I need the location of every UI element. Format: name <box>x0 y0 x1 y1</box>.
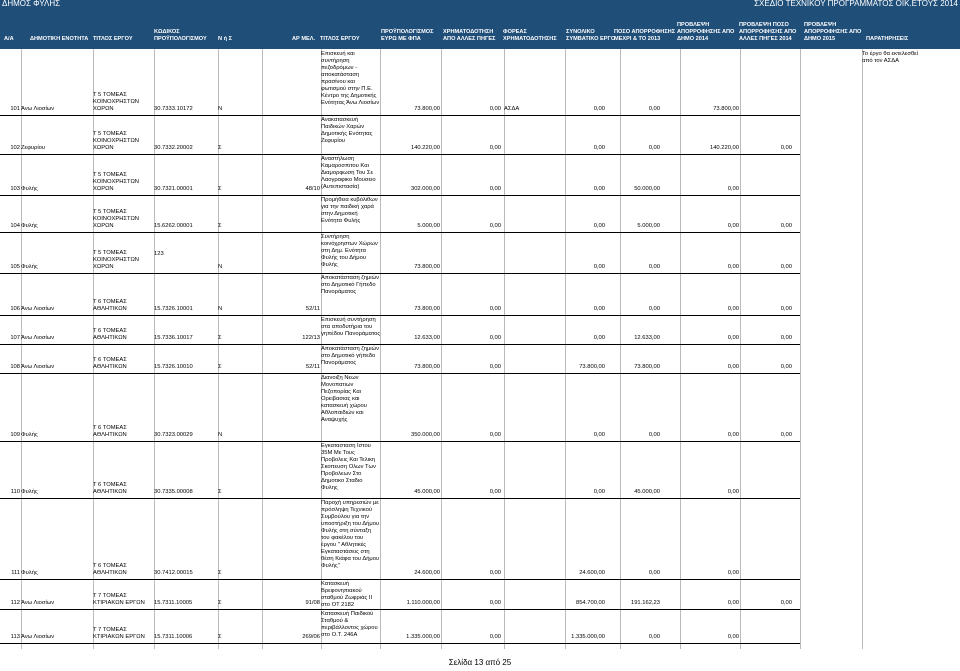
cell-contract: 854.700,00 <box>575 600 605 606</box>
cell-aa: 113 <box>10 634 20 640</box>
cell-cat: Τ 6 ΤΟΜΕΑΣ ΑΘΛΗΤΙΚΩΝ <box>93 482 127 495</box>
cell-other: 0,00 <box>489 600 501 606</box>
cell-code: 15.6262.00001 <box>154 223 193 229</box>
cell-ns: Σ <box>218 335 222 341</box>
cell-aa: 105 <box>10 264 20 270</box>
cell-code: 15.7336.10017 <box>154 335 193 341</box>
cell-other2014: 0,00 <box>780 223 792 229</box>
header-plan-title: ΣΧΕΔΙΟ ΤΕΧΝΙΚΟΥ ΠΡΟΓΡΑΜΜΑΤΟΣ ΟΙΚ.ΕΤΟΥΣ 2014 <box>754 0 958 8</box>
cell-cat: Τ 6 ΤΟΜΕΑΣ ΑΘΛΗΤΙΚΩΝ <box>93 357 127 370</box>
cell-contract: 0,00 <box>593 106 605 112</box>
cell-other2014: 0,00 <box>780 335 792 341</box>
cell-abs2013: 0,00 <box>648 106 660 112</box>
cell-dimo2014: 0,00 <box>727 335 739 341</box>
cell-desc: Διανοιξη Νεων Μονοπατιων Πεζοπορίας Και Ορειβασιας και κατασκευή χώρου Αθλοπαιδιών και Αναψυχής <box>321 375 367 423</box>
cell-other2014: 0,00 <box>780 432 792 438</box>
cell-contract: 73.800,00 <box>579 364 605 370</box>
cell-cat: Τ 6 ΤΟΜΕΑΣ ΑΘΛΗΤΙΚΩΝ <box>93 563 127 576</box>
cell-budget: 1.335.000,00 <box>406 634 440 640</box>
cell-desc: Αποκατάσταση ζημιών στο Δημοτικό Γήπεδο Πανοράματος <box>321 275 380 295</box>
cell-cat: Τ 7 ΤΟΜΕΑΣ ΚΤΙΡΙΑΚΩΝ ΕΡΓΩΝ <box>93 627 145 640</box>
col-code: ΚΩΔΙΚΟΣ ΠΡΟΫΠΟΛΟΓΙΣΜΟΥ <box>154 29 207 42</box>
cell-other: 0,00 <box>489 106 501 112</box>
cell-desc: Εγκατασταση Ιστου 35Μ Με Τους Προβολεις Και Τελικη Σκοπευση Ολων Των Προβολεων Στο Δημοτικο Σταδιο Φυλης <box>321 443 376 491</box>
cell-ns: Σ <box>218 145 222 151</box>
cell-desc: Συντήρηση κοινόχρηστων Χώρων στη Δημ. Ενότητα Φυλής του Δήμου Φυλής <box>321 234 378 268</box>
table-row <box>0 232 960 273</box>
cell-code: 30.7335.00008 <box>154 489 193 495</box>
cell-dimo2014: 0,00 <box>727 364 739 370</box>
col-unit: ΔΗΜΟΤΙΚΗ ΕΝΟΤΗΤΑ <box>30 36 89 42</box>
col-dimo-2015: ΠΡΟΒΛΕΨΗ ΑΠΟΡΡΟΦΗΣΗΣ ΑΠΟ ΔΗΜΟ 2015 <box>804 22 862 42</box>
cell-cat: Τ 7 ΤΟΜΕΑΣ ΚΤΙΡΙΑΚΩΝ ΕΡΓΩΝ <box>93 593 145 606</box>
table-row <box>0 49 960 115</box>
cell-code: 30.7412.00015 <box>154 570 193 576</box>
cell-contract: 0,00 <box>593 335 605 341</box>
table-row <box>0 373 960 441</box>
cell-abs2013: 5.000,00 <box>637 223 660 229</box>
col-absorption-2013: ΠΟΣΟ ΑΠΟΡΡΟΦΗΣΗΣ ΜΕΧΡΙ & ΤΟ 2013 <box>614 29 676 42</box>
cell-other: 0,00 <box>489 186 501 192</box>
col-budget: ΠΡΟΫΠΟΛΟΓΙΣΜΟΣ ΕΥΡΩ ΜΕ ΦΠΑ <box>381 29 434 42</box>
cell-budget: 73.800,00 <box>414 364 440 370</box>
table-header <box>0 9 960 49</box>
cell-ns: Ν <box>218 106 223 112</box>
cell-other: 0,00 <box>489 364 501 370</box>
cell-other: 0,00 <box>489 634 501 640</box>
cell-other: 0,00 <box>489 570 501 576</box>
cell-mel: 269/06 <box>302 634 320 640</box>
cell-aa: 102 <box>10 145 20 151</box>
cell-ns: Σ <box>218 600 222 606</box>
cell-abs2013: 0,00 <box>648 264 660 270</box>
cell-other2014: 0,00 <box>780 364 792 370</box>
cell-code: 15.7311.10006 <box>154 634 193 640</box>
page-footer: Σελίδα 13 από 25 <box>448 658 512 667</box>
cell-budget: 73.800,00 <box>414 306 440 312</box>
cell-desc: Ανακατασκευή Παιδικών Χαρών Δημοτικής Ενότητας Ζεφυρίου <box>321 117 373 144</box>
cell-dimo2014: 73.800,00 <box>713 106 739 112</box>
cell-abs2013: 0,00 <box>648 306 660 312</box>
cell-unit: Άνω Λιοσίων <box>21 634 55 640</box>
cell-unit: Άνω Λιοσίων <box>21 306 55 312</box>
cell-aa: 111 <box>11 570 20 576</box>
cell-contract: 24.600,00 <box>579 570 605 576</box>
cell-aa: 112 <box>10 600 20 606</box>
cell-ns: Σ <box>218 186 222 192</box>
cell-cat: Τ 6 ΤΟΜΕΑΣ ΑΘΛΗΤΙΚΩΝ <box>93 299 127 312</box>
cell-agency: ΑΣΔΑ <box>504 106 520 112</box>
cell-ns: Σ <box>218 634 222 640</box>
col-aa: Α/Α <box>4 36 14 42</box>
col-title: ΤΙΤΛΟΣ ΕΡΓΟΥ <box>320 36 360 42</box>
cell-dimo2014: 0,00 <box>727 489 739 495</box>
cell-mel: 122/13 <box>302 335 320 341</box>
page-header <box>0 0 960 9</box>
cell-ns: Ν <box>218 432 223 438</box>
cell-other2014: 0,00 <box>780 600 792 606</box>
cell-dimo2014: 0,00 <box>727 306 739 312</box>
cell-unit: Άνω Λιοσίων <box>21 600 55 606</box>
cell-dimo2014: 0,00 <box>727 432 739 438</box>
cell-code: 15.7326.10010 <box>154 364 193 370</box>
cell-aa: 106 <box>10 306 20 312</box>
cell-dimo2014: 0,00 <box>727 600 739 606</box>
cell-unit: Άνω Λιοσίων <box>21 364 55 370</box>
cell-contract: 1.335.000,00 <box>571 634 605 640</box>
cell-other: 0,00 <box>489 145 501 151</box>
table-row <box>0 154 960 195</box>
table-row <box>0 441 960 498</box>
cell-abs2013: 50.000,00 <box>634 186 660 192</box>
cell-cat: Τ 5 ΤΟΜΕΑΣ ΚΟΙΝΟΧΡΗΣΤΩΝ ΧΩΡΩΝ <box>93 250 139 270</box>
cell-abs2013: 0,00 <box>648 570 660 576</box>
cell-aa: 110 <box>10 489 20 495</box>
cell-code: 15.7311.10005 <box>154 600 193 606</box>
cell-code: 15.7326.10001 <box>154 306 193 312</box>
cell-dimo2014: 0,00 <box>727 264 739 270</box>
cell-other: 0,00 <box>489 489 501 495</box>
cell-budget: 350.000,00 <box>410 432 440 438</box>
header-municipality: ΔΗΜΟΣ ΦΥΛΗΣ <box>2 0 61 8</box>
cell-cat: Τ 5 ΤΟΜΕΑΣ ΚΟΙΝΟΧΡΗΣΤΩΝ ΧΩΡΩΝ <box>93 92 139 112</box>
cell-mel: 48/10 <box>305 186 320 192</box>
cell-desc: Κατασκευή Παιδικού Σταθμού & περιβάλλοντος χώρου στο Ο.Τ. 246Α <box>321 611 378 638</box>
cell-ns: Σ <box>218 223 222 229</box>
cell-aa: 108 <box>10 364 20 370</box>
cell-cat: Τ 5 ΤΟΜΕΑΣ ΚΟΙΝΟΧΡΗΣΤΩΝ ΧΩΡΩΝ <box>93 209 139 229</box>
cell-other2014: 0,00 <box>780 306 792 312</box>
cell-ns: Ν <box>218 264 223 270</box>
cell-unit: Φυλής <box>21 264 38 270</box>
cell-mel: 52/11 <box>305 306 320 312</box>
cell-budget: 302.000,00 <box>410 186 440 192</box>
col-contract: ΣΥΝΟΛΙΚΟ ΣΥΜΒΑΤΙΚΟ ΕΡΓΟ <box>566 29 616 42</box>
col-mel: ΑΡ ΜΕΛ. <box>292 36 316 42</box>
table-row <box>0 195 960 232</box>
cell-ns: Σ <box>218 489 222 495</box>
table-row <box>0 579 960 609</box>
cell-cat: Τ 6 ΤΟΜΕΑΣ ΑΘΛΗΤΙΚΩΝ <box>93 328 127 341</box>
cell-code: 30.7321.00001 <box>154 186 193 192</box>
cell-unit: Φυλής <box>21 489 38 495</box>
table-row <box>0 273 960 315</box>
cell-mel: 52/11 <box>305 364 320 370</box>
cell-contract: 0,00 <box>593 145 605 151</box>
cell-ns: Σ <box>218 364 222 370</box>
cell-unit: Άνω Λιοσίων <box>21 335 55 341</box>
cell-cat: Τ 6 ΤΟΜΕΑΣ ΑΘΛΗΤΙΚΩΝ <box>93 425 127 438</box>
cell-desc: Κατασκευή Βρεφονηπιακού σταθμού Ζωφριάς ΙΙ στο ΟΤ 2182 <box>321 581 373 608</box>
cell-unit: Ζεφυρίου <box>21 145 46 151</box>
cell-cat: Τ 5 ΤΟΜΕΑΣ ΚΟΙΝΟΧΡΗΣΤΩΝ ΧΩΡΩΝ <box>93 131 139 151</box>
col-ns: Ν ή Σ <box>218 36 232 42</box>
cell-budget: 73.800,00 <box>414 106 440 112</box>
cell-desc: Επισκευή συντήρηση στα αποδυτήρια του γηπέδου Πανοράματος <box>321 317 381 337</box>
cell-dimo2014: 0,00 <box>727 186 739 192</box>
cell-unit: Φυλής <box>21 570 38 576</box>
cell-budget: 1.110.000,00 <box>406 600 440 606</box>
cell-desc: Παροχή υπηρεσιών με πρόσληψη Τεχνικού Συμβούλου για την υποστήριξη του Δήμου Φυλής στη σύνταξη του φακέλου του έργου " Αθλητικές Εγκαταστάσεις στη θέση Κιάφα του Δήμου Φυλής" <box>321 500 380 569</box>
cell-other: 0,00 <box>489 432 501 438</box>
cell-abs2013: 0,00 <box>648 432 660 438</box>
cell-dimo2014: 0,00 <box>727 223 739 229</box>
cell-budget: 73.800,00 <box>414 264 440 270</box>
cell-aa: 107 <box>10 335 20 341</box>
cell-other: 0,00 <box>489 335 501 341</box>
cell-code: 30.7332.20002 <box>154 145 193 151</box>
cell-other: 0,00 <box>489 223 501 229</box>
cell-desc: Αναστήλωση Καμαροσπιτου Και Διαμορφωση Του Σε Λαογραφικο Μουσειο (Αυτεπιστασία) <box>321 156 376 190</box>
cell-code: 30.7323.00029 <box>154 432 193 438</box>
cell-budget: 12.633,00 <box>414 335 440 341</box>
table-row <box>0 315 960 344</box>
cell-abs2013: 12.633,00 <box>634 335 660 341</box>
cell-abs2013: 73.800,00 <box>634 364 660 370</box>
col-other-funding: ΧΡΗΜΑΤΟΔΟΤΗΣΗ ΑΠΟ ΑΛΛΕΣ ΠΗΓΕΣ <box>443 29 496 42</box>
cell-dimo2014: 0,00 <box>727 634 739 640</box>
table-row <box>0 115 960 154</box>
cell-desc: Αποκατάσταση ζημιών στο Δημοτικό γήπεδο Πανοράματος <box>321 346 380 366</box>
cell-abs2013: 45.000,00 <box>634 489 660 495</box>
col-category: ΤΙΤΛΟΣ ΕΡΓΟΥ <box>93 36 133 42</box>
cell-desc: Επισκευή και συντήρηση πεζοδρόμων - αποκατάσταση πρασίνου και φωτισμού στην Π.Ε. Κέντρο της Δημοτικής Ενότητας Άνω Λιοσίων <box>321 51 380 106</box>
cell-budget: 140.220,00 <box>410 145 440 151</box>
cell-aa: 109 <box>10 432 20 438</box>
cell-contract: 0,00 <box>593 489 605 495</box>
cell-aa: 101 <box>10 106 20 112</box>
cell-mel: 91/08 <box>305 600 320 606</box>
cell-aa: 104 <box>10 223 20 229</box>
cell-abs2013: 0,00 <box>648 145 660 151</box>
table-row <box>0 498 960 579</box>
cell-contract: 0,00 <box>593 264 605 270</box>
cell-other2014: 0,00 <box>780 145 792 151</box>
cell-desc: Προμήθεια κυβόλιθων για την παιδική χαρά στην Δημοτική Ενότητα Φυλής <box>321 197 378 224</box>
table-row <box>0 344 960 373</box>
cell-budget: 5.000,00 <box>417 223 440 229</box>
cell-unit: Φυλής <box>21 223 38 229</box>
cell-contract: 0,00 <box>593 223 605 229</box>
cell-abs2013: 191.162,23 <box>630 600 660 606</box>
col-notes: ΠΑΡΑΤΗΡΗΣΕΙΣ <box>866 36 909 42</box>
col-other-2014: ΠΡΟΒΛΕΨΗ ΠΟΣΟ ΑΠΟΡΡΟΦΗΣΗΣ ΑΠΟ ΑΛΛΕΣ ΠΗΓΕΣ 2014 <box>739 22 797 42</box>
cell-contract: 0,00 <box>593 306 605 312</box>
col-dimo-2014: ΠΡΟΒΛΕΨΗ ΑΠΟΡΡΟΦΗΣΗΣ ΑΠΟ ΔΗΜΟ 2014 <box>677 22 735 42</box>
cell-unit: Φυλής <box>21 186 38 192</box>
cell-dimo2014: 140.220,00 <box>709 145 739 151</box>
cell-dimo2014: 0,00 <box>727 570 739 576</box>
cell-code: 30.7333.10172 <box>154 106 193 112</box>
cell-ns: Σ <box>218 570 222 576</box>
row-divider <box>0 643 800 644</box>
cell-unit: Φυλής <box>21 432 38 438</box>
cell-code: 123 <box>154 251 164 257</box>
cell-other: 0,00 <box>489 306 501 312</box>
cell-contract: 0,00 <box>593 186 605 192</box>
col-agency: ΦΟΡΕΑΣ ΧΡΗΜΑΤΟΔΟΤΗΣΗΣ <box>503 29 557 42</box>
cell-abs2013: 0,00 <box>648 634 660 640</box>
cell-cat: Τ 5 ΤΟΜΕΑΣ ΚΟΙΝΟΧΡΗΣΤΩΝ ΧΩΡΩΝ <box>93 172 139 192</box>
cell-aa: 103 <box>10 186 20 192</box>
cell-other2014: 0,00 <box>780 264 792 270</box>
cell-ns: Ν <box>218 306 223 312</box>
cell-contract: 0,00 <box>593 432 605 438</box>
cell-notes: Το έργο θα εκτελεσθεί από τον ΑΣΔΑ <box>862 51 919 64</box>
cell-unit: Άνω Λιοσίων <box>21 106 55 112</box>
cell-budget: 45.000,00 <box>414 489 440 495</box>
projects-table <box>0 49 960 649</box>
table-row <box>0 609 960 643</box>
cell-budget: 24.600,00 <box>414 570 440 576</box>
